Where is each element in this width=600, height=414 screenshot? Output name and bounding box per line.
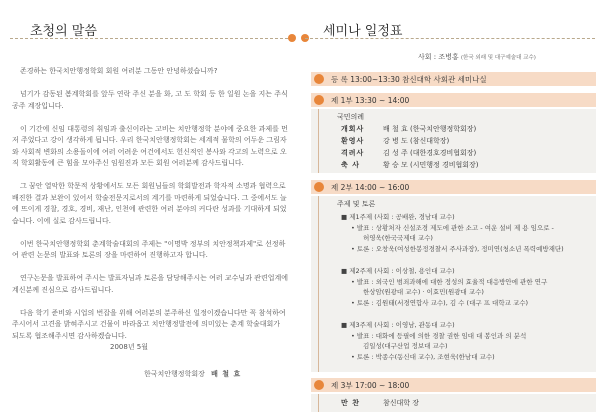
schedule-title: 세미나 일정표 [323,24,403,39]
letter-paragraph: 이번 한국치안행정학회 춘계학술대회의 주제는 "이명박 정부의 치안정책과제"로 선정하여 관련 논문의 발표와 토론의 장을 마련하여 진행하고자 합니다. [12,239,286,259]
session-chair: ■ 제1주제 (사회 : 공배완, 경남대 교수) [341,213,455,221]
role-person: 김 성 주 (대한경호경비협회장) [383,149,477,157]
signature-name: 배 철 효 [211,370,242,378]
session-line: • 토론 : 김원태(서경연합사 교수), 김 수 (대구 프 대학교 교수) [351,298,529,307]
role-title: 격려사 [341,149,365,157]
role-row [341,160,479,170]
letter-paragraph: 다음 학기 준비와 시업의 번잡을 위해 여러분의 분주하신 일정이겠습니다만 꼭 참석하여 주시어서 고견을 밝혀주시고 건물이 바라옵고 치안행정발전에 의미있는 춘계 학술대회가 되도록 협조해주시면 감사하겠습니다. [12,308,286,340]
letter-paragraph: 넘기가 감동된 봄계학회를 앞두 연락 주신 분을 화, 고 도 학회 등 한 일원 논을 지는 주식 공주 계장입니다. [12,90,288,110]
session-line: 한상암(원광대 교수) · 이효민(원광대 교수) [363,288,484,296]
bullet-circle-icon [314,95,324,105]
part2-heading: 주제 및 토론 [337,200,376,208]
role-person: 황 승 모 (시민행정 경비협회장) [383,161,479,169]
role-person: 배 철 효 (한국치안행정학회장) [383,125,477,133]
role-person: 참신대학 장 [383,399,420,407]
role-row [341,136,449,146]
part1-box [311,109,596,173]
bullet-circle-icon [314,74,324,84]
role-title: 개회사 [341,125,365,133]
letter-date: 2008년 5월 [110,343,149,351]
welcome-title: 초청의 말씀 [30,24,97,39]
role-title: 만 찬 [341,399,360,407]
part2-bar [311,180,596,194]
role-person: 강 병 도 (참신대학장) [383,137,450,145]
registration-label: 등 록 13:00~13:30 참신대학 사회관 세미나실 [331,75,487,84]
greeting-paragraph: 존경하는 한국치안행정학회 회원 여러분 그동안 안녕하셨습니까? [20,67,218,75]
role-row [341,398,419,408]
signature [144,369,241,381]
part1-label: 제 1부 13:30 ~ 14:00 [331,96,410,105]
part1-bar [311,93,596,107]
letter-paragraph: 연구논문을 발표하여 주시는 발표자님과 토론을 담당해주시는 여러 교수님과 관련업계에 계신분께 진심으로 감사드립니다. [12,274,288,294]
session-3 [341,320,591,362]
part3-box [311,394,596,412]
session-line: • 토론 : 오창욱(여성한봉정경찰서 주사과장), 정미연(청소년 폭력예방재단) [351,244,564,253]
divider-dot-left [288,34,296,42]
session-line: 허영욱(한국국제대 교수) [363,234,433,242]
role-row [341,148,476,158]
session-line: • 토론 : 박종수(동신대 교수), 조현욱(한남대 교수) [351,352,495,361]
letter-paragraph: 그 꿈안 열악한 학문적 상황에서도 모든 회원님들의 학회발전과 학자적 소명과 협력으로 배진한 결과 보완이 있어서 학술전문지로서의 계기를 마련하게 되었습니다. 그 중에서도 늘에 뜨이게 경찰, 경호, 경비, 재난, 인천에 관련한 여러 분야의 커다란 성과를 기대하게 되었습니다. 이에 실로 감사드립니다. [12,182,287,225]
role-row [341,124,476,134]
session-2 [341,266,591,308]
moderator-name: 사회 : 조병홍 [418,53,459,61]
session-line: • 발표 : 상황처자 신설조경 제도에 관한 소고 - 여운 설비 제 용 임으로 - [351,223,554,232]
divider-right [305,38,595,39]
letter-paragraph: 이 기간에 신임 대통령의 취임과 출신이라는 고비는 치안행정학 분야에 중요한 과제를 먼저 주었다고 강이 생각하게 됩니다. 우리 한국치안행정학회는 세계적 물학의 어두운 그림자와 사회적 변화의 소용돌이에 여러 어려운 여건에서도 헌신적인 봉사와 각고의 노력으로 오직 학회활동에 큰 힘을 모아주신 임원진과 모든 회원 여러분께 감사드립니다. [12,124,288,167]
session-line: 김일성(대구산업 정보대 교수) [363,342,448,350]
role-title: 축 사 [341,161,360,169]
session-line: • 발표 : 대화에 등필에 의한 경찰 권한 임대 대 봉인과 의 분석 [351,331,527,340]
part2-label: 제 2부 14:00 ~ 16:00 [331,183,410,192]
part2-box [311,196,596,372]
registration-bar [311,72,596,86]
timeline-line [318,394,319,412]
session-1 [341,212,591,254]
bullet-circle-icon [314,380,324,390]
welcome-letter [12,66,288,378]
signature-org: 한국치안행정학회장 [144,370,205,378]
bullet-circle-icon [314,182,324,192]
divider-left [10,38,288,39]
session-chair: ■ 제2주제 (사회 : 이상철, 용인대 교수) [341,267,455,275]
session-line: • 발표 : 외국인 범죄과해에 대한 정성의 효율적 대응방안에 관한 연구 [351,277,548,286]
timeline-line [318,196,319,372]
timeline-line [318,109,319,173]
session-chair: ■ 제3주제 (사회 : 이영남, 관동대 교수) [341,321,455,329]
moderator-affiliation: (한국 외래 및 대구예술대 교수) [460,55,536,61]
part3-bar [311,378,596,392]
part1-heading: 국민의례 [337,113,365,121]
moderator-line [418,52,536,62]
role-title: 환영사 [341,137,365,145]
part3-label: 제 3부 17:00 ~ 18:00 [331,381,410,390]
